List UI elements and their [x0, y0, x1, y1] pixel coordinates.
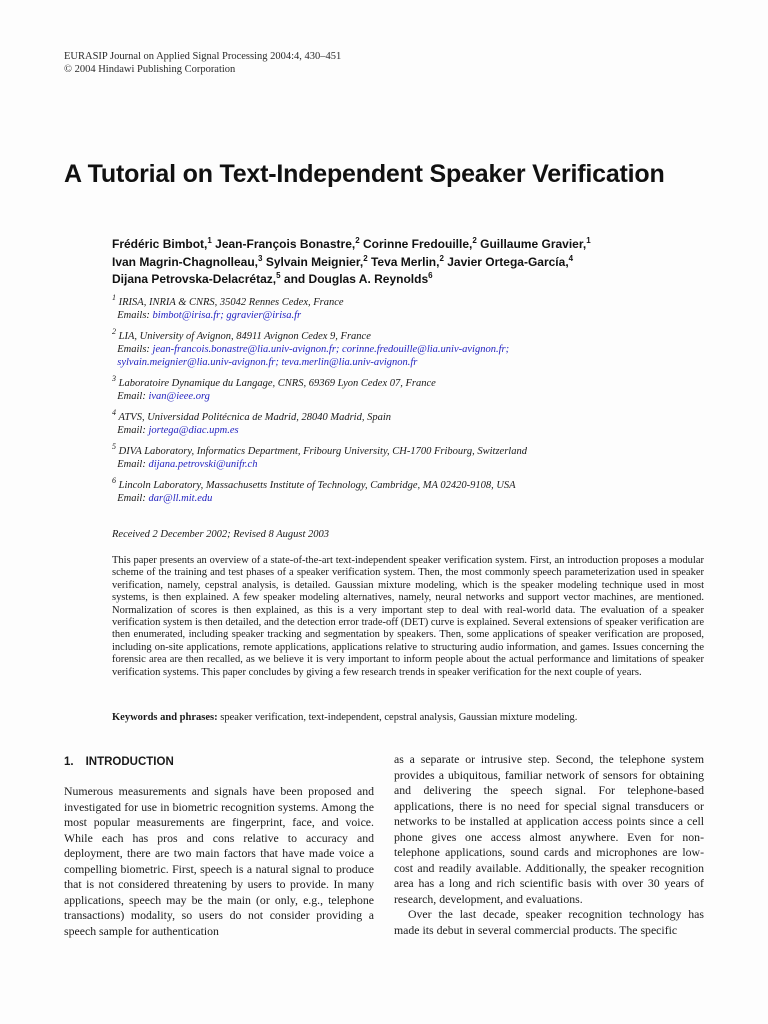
author: Sylvain Meignier,$^2$	[265, 253, 368, 269]
body-paragraph: as a separate or intrusive step. Second, the telephone system provides a ubiquitous, familiar network of sensors for obtaining and delivering the speech signal. For telephone-based applications, there is no need for special signal transducers or networks to be installed at application access points since a cell phone gives one access almost anywhere. Even for non-telephone applications, sound cards and microphones are low-cost and readily available. Additionally, the speaker recognition area has a long and rich scientific basis with over 30 years of research, development, and evaluations.	[394, 752, 704, 906]
affiliation-org: IRISA, INRIA & CNRS, 35042 Rennes Cedex, France	[118, 297, 344, 308]
keywords-text: speaker verification, text-independent, cepstral analysis, Gaussian mixture modeling.	[220, 712, 578, 723]
affiliation: $^4$ ATVS, Universidad Politécnica de Madrid, 28040 Madrid, Spain Email: jortega@diac.upm.es	[112, 408, 392, 436]
affiliation-list	[112, 293, 712, 513]
email-link[interactable]: ivan@ieee.org	[148, 391, 210, 402]
copyright-line: © 2004 Hindawi Publishing Corporation	[64, 64, 236, 75]
email-link[interactable]: sylvain.meignier@lia.univ-avignon.fr; teva.merlin@lia.univ-avignon.fr	[117, 357, 418, 368]
author: Ivan Magrin-Chagnolleau,$^3$	[112, 253, 263, 269]
email-link[interactable]: dijana.petrovski@unifr.ch	[148, 459, 258, 470]
affiliation: $^2$ LIA, University of Avignon, 84911 Avignon Cedex 9, France Emails: jean-francois.bonastre@lia.univ-avignon.fr; corinne.fredouille@lia.univ-avignon.fr; sylvain.meignier@lia.univ-avignon.fr; teva.merlin@lia.univ-avignon.fr	[112, 327, 510, 368]
affiliation-org: Laboratoire Dynamique du Langage, CNRS, 69369 Lyon Cedex 07, France	[118, 378, 436, 389]
email-link[interactable]: bimbot@irisa.fr; ggravier@irisa.fr	[152, 310, 302, 321]
body-column-right	[394, 752, 704, 938]
affiliation-org: DIVA Laboratory, Informatics Department, Fribourg University, CH-1700 Fribourg, Switzerland	[118, 446, 527, 457]
paper-title: A Tutorial on Text-Independent Speaker Verification	[64, 160, 665, 188]
affiliation: $^3$ Laboratoire Dynamique du Langage, CNRS, 69369 Lyon Cedex 07, France Email: ivan@ieee.org	[112, 374, 436, 402]
author: Corinne Fredouille,$^2$	[363, 236, 477, 251]
email-link[interactable]: dar@ll.mit.edu	[148, 493, 213, 504]
author: Javier Ortega-García,$^4$	[447, 253, 574, 269]
section-heading	[64, 756, 174, 768]
abstract: This paper presents an overview of a state-of-the-art text-independent speaker verification system. First, an introduction proposes a modular scheme of the training and test phases of a speaker verification system. Then, the most commonly speech parameterization used in speaker verification, namely, cepstral analysis, is detailed. Gaussian mixture modeling, which is the speaker modeling technique used in most systems, is then explained. A few speaker modeling alternatives, namely, neural networks and support vector machines, are mentioned. Normalization of scores is then explained, as this is a very important step to deal with real-world data. The evaluation of a speaker verification system is then detailed, and the detection error trade-off (DET) curve is explained. Several extensions of speaker verification are then enumerated, including speaker tracking and segmentation by speakers. Then, some applications of speaker verification are proposed, including on-site applications, remote applications, applications relative to structuring audio information, and games. Issues concerning the forensic area are then recalled, as we believe it is very important to inform people about the actual performance and limitations of speaker verification systems. This paper concludes by giving a few research trends in speaker verification for the next couple of years.	[112, 555, 704, 678]
body-paragraph: Over the last decade, speaker recognition technology has made its debut in several commercial products. The specific	[394, 907, 704, 937]
affiliation: $^6$ Lincoln Laboratory, Massachusetts Institute of Technology, Cambridge, MA 02420-9108, USA Email: dar@ll.mit.edu	[112, 476, 516, 504]
section-title: INTRODUCTION	[85, 756, 174, 768]
affiliation: $^5$ DIVA Laboratory, Informatics Department, Fribourg University, CH-1700 Fribourg, Switzerland Email: dijana.petrovski@unifr.ch	[112, 442, 527, 470]
journal-header	[64, 50, 341, 76]
author: Teva Merlin,$^2$	[370, 253, 444, 269]
affiliation-org: LIA, University of Avignon, 84911 Avignon Cedex 9, France	[118, 331, 371, 342]
author: and Douglas A. Reynolds$^6$	[283, 271, 433, 286]
received-dates: Received 2 December 2002; Revised 8 August 2003	[112, 529, 330, 540]
affiliation-org: ATVS, Universidad Politécnica de Madrid, 28040 Madrid, Spain	[118, 412, 392, 423]
body-column-left	[64, 784, 374, 939]
author: Dijana Petrovska-Delacrétaz,$^5$	[112, 271, 281, 286]
author: Guillaume Gravier,$^1$	[480, 236, 591, 251]
journal-citation: EURASIP Journal on Applied Signal Processing 2004:4, 430–451	[64, 51, 342, 62]
affiliation: $^1$ IRISA, INRIA & CNRS, 35042 Rennes Cedex, France Emails: bimbot@irisa.fr; ggravier@irisa.fr	[112, 293, 344, 321]
section-number: 1.	[64, 756, 74, 768]
keywords-label: Keywords and phrases:	[112, 712, 218, 723]
author: Jean-François Bonastre,$^2$	[215, 236, 360, 251]
email-link[interactable]: jean-francois.bonastre@lia.univ-avignon.fr; corinne.fredouille@lia.univ-avignon.fr;	[152, 344, 510, 355]
author-list	[112, 236, 712, 289]
author: Frédéric Bimbot,$^1$	[112, 236, 212, 251]
body-paragraph: Numerous measurements and signals have been proposed and investigated for use in biometric recognition systems. Among the most popular measurements are fingerprint, face, and voice. While each has pros and cons relative to accuracy and deployment, there are two main factors that have made voice a compelling biometric. First, speech is a natural signal to produce that is not considered threatening by users to provide. In many applications, speech may be the main (or only, e.g., telephone transactions) modality, so users do not consider providing a speech sample for authentication	[64, 784, 374, 938]
affiliation-org: Lincoln Laboratory, Massachusetts Institute of Technology, Cambridge, MA 02420-9108, USA	[118, 480, 516, 491]
email-link[interactable]: jortega@diac.upm.es	[148, 425, 239, 436]
keywords	[112, 712, 704, 723]
